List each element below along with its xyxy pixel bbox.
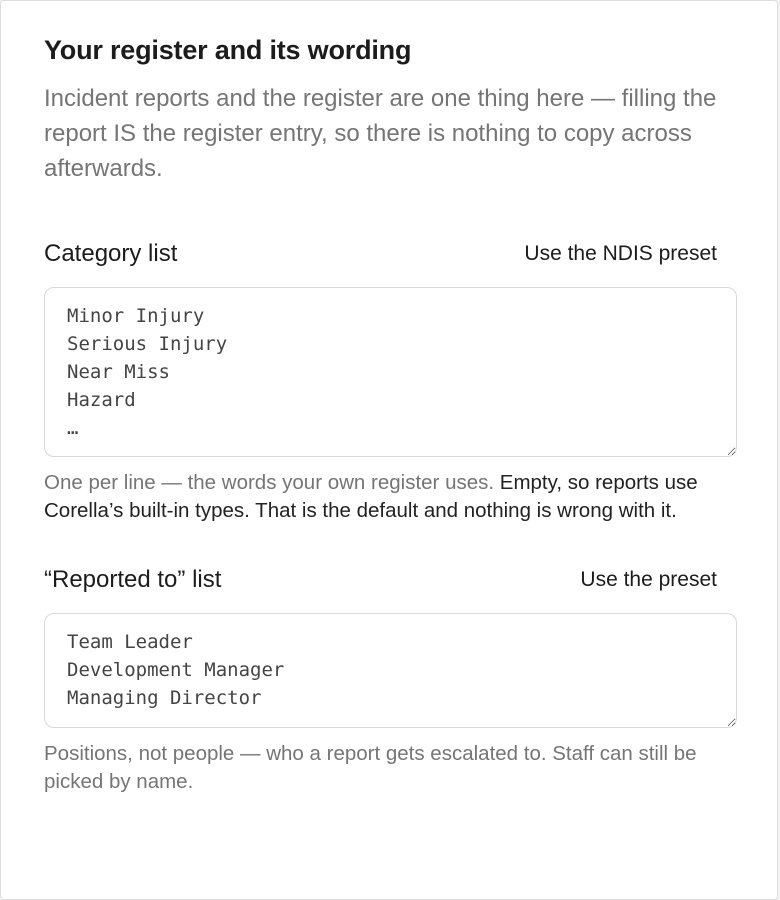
category-list-field-wrap [44, 287, 737, 457]
panel-content [44, 31, 737, 796]
use-preset-button[interactable]: Use the preset [580, 568, 717, 591]
panel-intro: Incident reports and the register are one thing here — filling the report IS the register entry, so there is nothing to copy across afterwards. [44, 85, 717, 182]
reported-to-help: Positions, not people — who a report gets escalated to. Staff can still be picked by name. [44, 742, 697, 793]
category-list-section [44, 237, 737, 525]
category-list-help-text: One per line — the words your own register uses. [44, 471, 495, 494]
category-list-status-text: Empty, so reports use Corella’s built-in types. That is the default and nothing is wrong with it. [44, 471, 698, 522]
reported-to-section [44, 563, 737, 796]
panel-title: Your register and its wording [44, 35, 412, 65]
use-ndis-preset-button[interactable]: Use the NDIS preset [524, 242, 717, 265]
category-list-textarea[interactable] [44, 287, 737, 457]
category-list-header [44, 237, 737, 271]
category-list-help [44, 469, 737, 525]
reported-to-header [44, 563, 737, 597]
reported-to-label: “Reported to” list [44, 566, 222, 593]
reported-to-textarea[interactable] [44, 613, 737, 728]
category-list-label: Category list [44, 240, 178, 267]
reported-to-field-wrap [44, 613, 737, 728]
